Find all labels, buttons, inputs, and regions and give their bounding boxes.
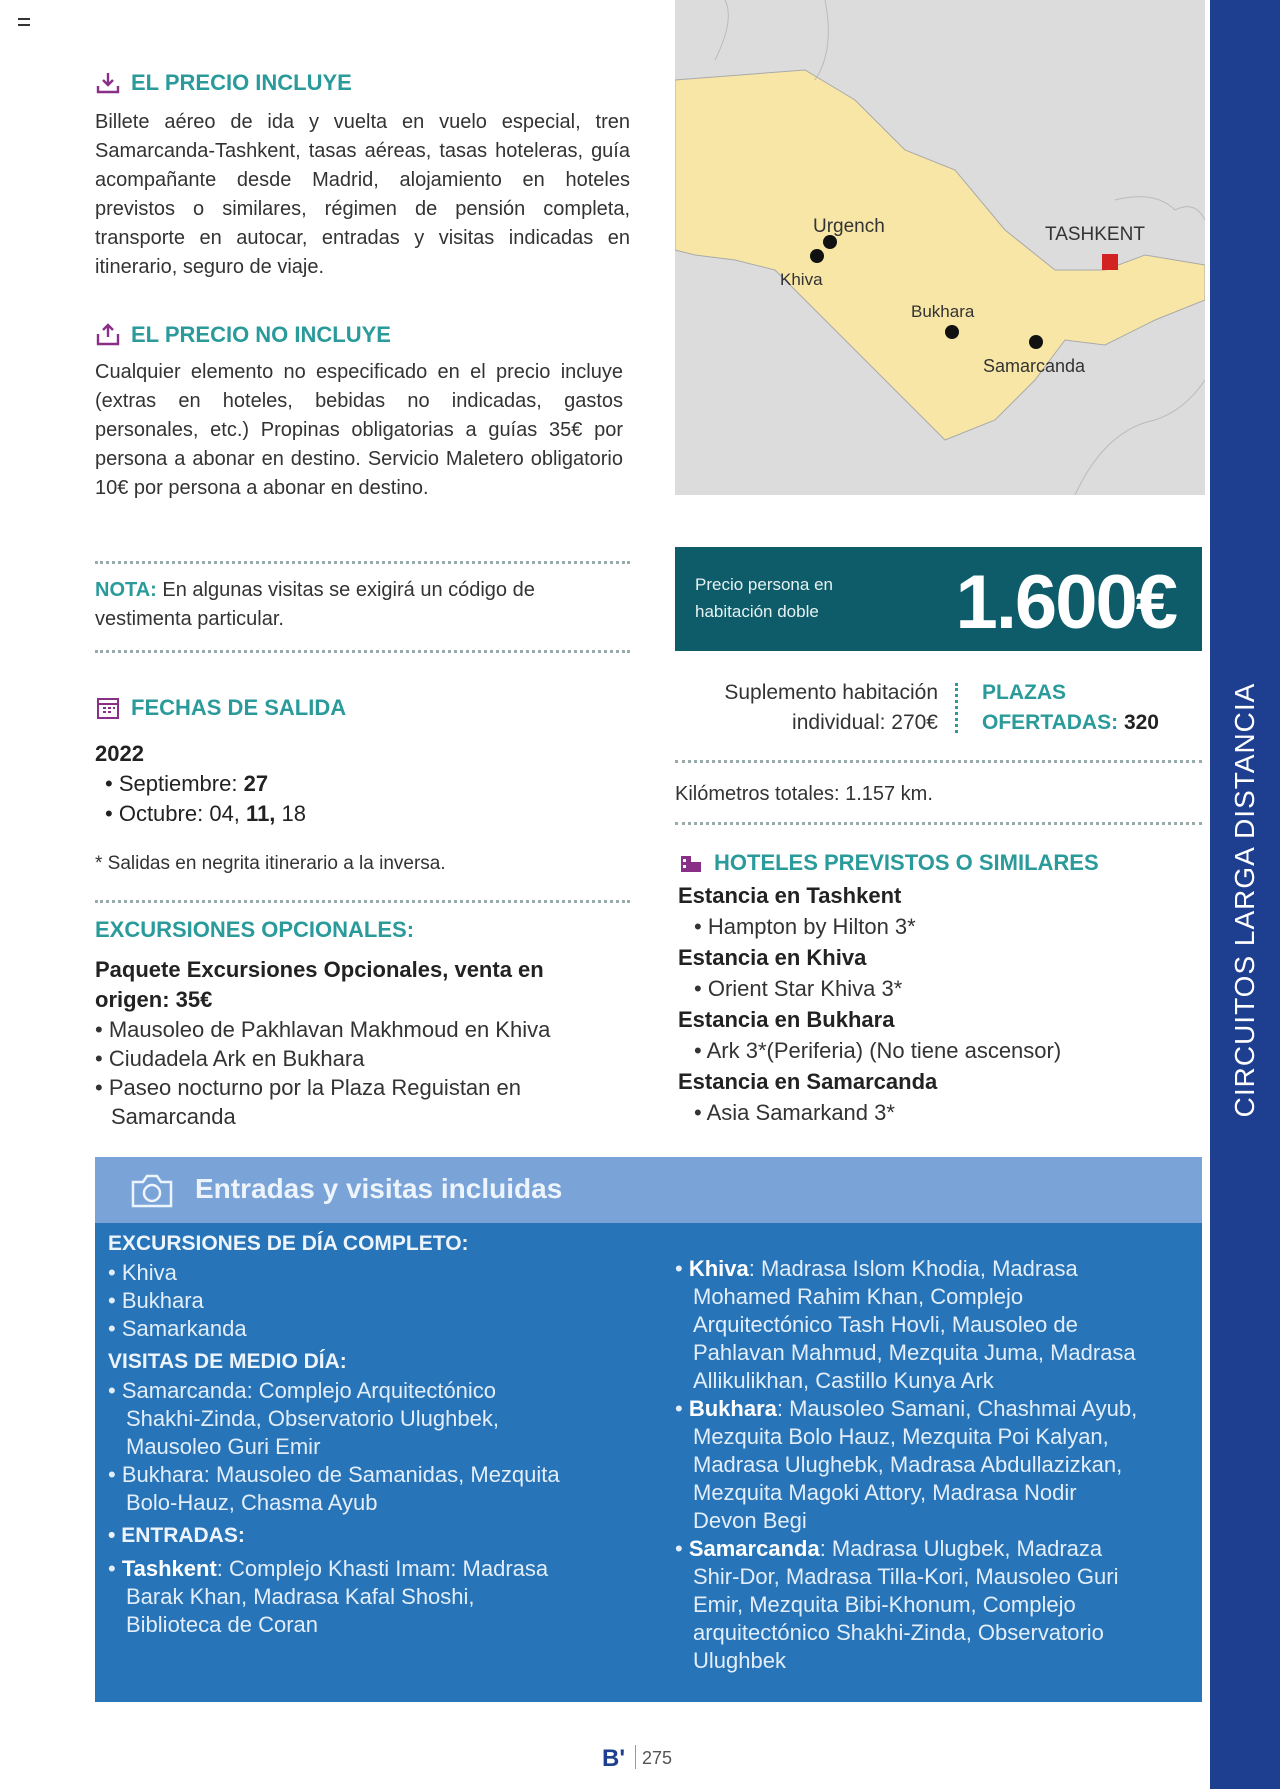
map-label-samarcanda: Samarcanda xyxy=(983,356,1086,376)
list-item: • Bukhara: Mausoleo de Samanidas, Mezquita Bolo-Hauz, Chasma Ayub xyxy=(108,1462,560,1515)
camera-icon xyxy=(129,1170,175,1210)
divider xyxy=(95,561,630,564)
stay-khiva: Estancia en Khiva xyxy=(678,945,867,970)
nota-label: NOTA: xyxy=(95,579,157,601)
map-label-tashkent: TASHKENT xyxy=(1045,224,1145,245)
stay-samarcanda: Estancia en Samarcanda xyxy=(678,1069,938,1094)
divider xyxy=(675,760,1202,763)
hotel-samarcanda: • Asia Samarkand 3* xyxy=(694,1100,895,1125)
medio-dia-title: VISITAS DE MEDIO DÍA: xyxy=(108,1350,347,1373)
section-hoteles xyxy=(678,850,1203,1128)
km-total: Kilómetros totales: 1.157 km. xyxy=(675,783,933,805)
list-item: • Samarcanda: Madrasa Ulugbek, Madraza Shir-Dor, Madrasa Tilla-Kori, Mausoleo Guri Emir, Mezquita Bibi-Khonum, Complejo arquitectónico Shakhi-Zinda, Observatorio Ulughbek xyxy=(675,1536,1119,1673)
fechas-note: * Salidas en negrita itinerario a la inversa. xyxy=(95,853,446,874)
dia-completo-title: EXCURSIONES DE DÍA COMPLETO: xyxy=(108,1232,469,1255)
oct-day: 04, xyxy=(209,801,240,826)
hotel-bukhara: • Ark 3*(Periferia) (No tiene ascensor) xyxy=(694,1038,1062,1063)
sidebar-title: CIRCUITOS LARGA DISTANCIA xyxy=(1229,682,1260,1118)
price-label: Precio persona en habitación doble xyxy=(695,575,833,621)
opcionales-list xyxy=(95,1015,635,1131)
divider xyxy=(95,650,630,653)
sept-days: 27 xyxy=(243,771,269,796)
list-item: • Samarkanda xyxy=(108,1316,247,1341)
list-item-text: : Madrasa Ulugbek, Madraza Shir-Dor, Madrasa Tilla-Kori, Mausoleo Guri Emir, Mezquita Bibi-Khonum, Complejo arquitectónico Shakhi-Zinda, Observatorio Ulughbek xyxy=(693,1536,1119,1673)
uzbekistan-map xyxy=(675,0,1205,495)
hoteles-title: HOTELES PREVISTOS O SIMILARES xyxy=(714,850,1099,875)
city-label: Khiva xyxy=(688,1256,749,1281)
city-label: Samarcanda xyxy=(688,1536,820,1561)
divider xyxy=(95,900,630,903)
stay-tashkent: Estancia en Tashkent xyxy=(678,883,902,908)
suplemento-line1: Suplemento habitación xyxy=(724,681,938,704)
precio-no-incluye-header xyxy=(95,322,623,348)
fechas-oct: • Octubre: 04, 11, 18 xyxy=(105,801,307,826)
stay-bukhara: Estancia en Bukhara xyxy=(678,1007,895,1032)
list-item-text: Samarcanda: Complejo Arquitectónico Shakhi-Zinda, Observatorio Ulughbek, Mausoleo Guri Emir xyxy=(121,1378,499,1459)
brand-logo: B' xyxy=(602,1745,626,1772)
hotel-name: Ark 3*(Periferia) (No tiene ascensor) xyxy=(706,1038,1062,1063)
menu-icon[interactable] xyxy=(18,18,30,26)
oct-label: Octubre: xyxy=(118,801,204,826)
footer-divider xyxy=(635,1745,636,1769)
plazas-value: 320 xyxy=(1123,711,1159,734)
precio-no-incluye-text: Cualquier elemento no especificado en el precio incluye (extras en hoteles, bebidas no indicadas, gastos personales, etc.) Propinas obligatorias a guías 35€ por persona a abonar en destino. Servicio Maletero obligatorio 10€ por persona a abonar en destino. xyxy=(95,361,623,499)
map-label-khiva: Khiva xyxy=(780,270,823,289)
list-item-text: Samarkanda xyxy=(121,1316,247,1341)
list-item-text: Khiva xyxy=(121,1260,177,1285)
entradas-title: Entradas y visitas incluidas xyxy=(195,1173,563,1204)
list-item-text: Bukhara xyxy=(121,1288,204,1313)
fechas-title: FECHAS DE SALIDA xyxy=(131,695,347,720)
map-graphic xyxy=(675,0,1205,495)
hotel-khiva: • Orient Star Khiva 3* xyxy=(694,976,903,1001)
list-item-text: : Madrasa Islom Khodia, Madrasa Mohamed Rahim Khan, Complejo Arquitectónico Tash Hovli, Mausoleo de Pahlavan Mahmud, Mezquita Juma, Madrasa Allikulikhan, Castillo Kunya Ark xyxy=(693,1256,1136,1393)
plazas-label2: OFERTADAS: xyxy=(982,711,1119,734)
suplemento-line2: individual: 270€ xyxy=(792,711,938,734)
nota xyxy=(95,576,625,634)
sidebar-band xyxy=(1210,0,1280,1789)
fechas-header xyxy=(95,695,630,721)
entradas-sub-title: • ENTRADAS: xyxy=(108,1524,245,1547)
list-item: • Paseo nocturno por la Plaza Reguistan en Samarcanda xyxy=(95,1073,581,1131)
section-opcionales xyxy=(95,917,635,1131)
hotel-name: Orient Star Khiva 3* xyxy=(707,976,903,1001)
section-fechas xyxy=(95,695,630,877)
price-box xyxy=(675,547,1202,651)
page-number: 275 xyxy=(642,1748,673,1768)
list-item: • Khiva xyxy=(108,1260,177,1285)
vertical-divider xyxy=(955,683,958,733)
plazas xyxy=(982,678,1159,738)
precio-incluye-title: EL PRECIO INCLUYE xyxy=(131,70,352,95)
nota-text: En algunas visitas se exigirá un código de vestimenta particular. xyxy=(95,579,535,630)
opcionales-title: EXCURSIONES OPCIONALES: xyxy=(95,917,415,942)
map-label-bukhara: Bukhara xyxy=(911,302,975,321)
opcionales-package: Paquete Excursiones Opcionales, venta en origen: 35€ xyxy=(95,957,544,1012)
hotel-bed-icon xyxy=(678,850,704,876)
list-item-text: : Mausoleo Samani, Chashmai Ayub, Mezquita Bolo Hauz, Mezquita Poi Kalyan, Madrasa Ulughebk, Madrasa Abdullazizkan, Mezquita Magoki Attory, Madrasa Nodir Devon Begi xyxy=(693,1396,1138,1533)
list-item-text: Bukhara: Mausoleo de Samanidas, Mezquita Bolo-Hauz, Chasma Ayub xyxy=(121,1462,560,1515)
fechas-sept: • Septiembre: 27 xyxy=(105,771,269,796)
upload-tray-icon xyxy=(95,322,121,348)
section-precio-incluye xyxy=(95,70,630,282)
oct-day: 18 xyxy=(281,801,307,826)
city-label: Tashkent xyxy=(121,1556,217,1581)
entradas-panel xyxy=(95,1157,1202,1702)
hoteles-header xyxy=(678,850,1203,876)
list-item: • Khiva: Madrasa Islom Khodia, Madrasa Mohamed Rahim Khan, Complejo Arquitectónico Tash Hovli, Mausoleo de Pahlavan Mahmud, Mezquita Juma, Madrasa Allikulikhan, Castillo Kunya Ark xyxy=(675,1256,1136,1393)
plazas-label: PLAZAS xyxy=(982,681,1066,704)
map-label-urgench: Urgench xyxy=(813,216,885,237)
list-item-text: : Complejo Khasti Imam: Madrasa Barak Khan, Madrasa Kafal Shoshi, Biblioteca de Coran xyxy=(126,1556,549,1637)
precio-incluye-header xyxy=(95,70,630,96)
precio-no-incluye-title: EL PRECIO NO INCLUYE xyxy=(131,322,391,347)
entradas-label: ENTRADAS: xyxy=(121,1524,245,1547)
list-item: • Tashkent: Complejo Khasti Imam: Madrasa Barak Khan, Madrasa Kafal Shoshi, Biblioteca de Coran xyxy=(108,1556,549,1637)
sept-label: Septiembre: xyxy=(118,771,238,796)
hotel-name: Hampton by Hilton 3* xyxy=(707,914,916,939)
oct-day-bold: 11, xyxy=(246,801,276,826)
calendar-icon xyxy=(95,695,121,721)
list-item: • Samarcanda: Complejo Arquitectónico Shakhi-Zinda, Observatorio Ulughbek, Mausoleo Guri Emir xyxy=(108,1378,499,1459)
price-value: 1.600€ xyxy=(955,560,1176,645)
download-tray-icon xyxy=(95,70,121,96)
city-label: Bukhara xyxy=(688,1396,777,1421)
hotel-tashkent: • Hampton by Hilton 3* xyxy=(694,914,916,939)
list-item: • Mausoleo de Pakhlavan Makhmoud en Khiva xyxy=(95,1015,635,1044)
list-item: • Ciudadela Ark en Bukhara xyxy=(95,1044,635,1073)
fechas-year: 2022 xyxy=(95,741,144,766)
hotel-name: Asia Samarkand 3* xyxy=(706,1100,895,1125)
entradas-header xyxy=(95,1157,1202,1223)
list-item: • Bukhara xyxy=(108,1288,204,1313)
suplemento xyxy=(680,678,938,738)
section-precio-no-incluye xyxy=(95,322,623,503)
list-item: • Bukhara: Mausoleo Samani, Chashmai Ayub, Mezquita Bolo Hauz, Mezquita Poi Kalyan, Madrasa Ulughebk, Madrasa Abdullazizkan, Mezquita Magoki Attory, Madrasa Nodir Devon Begi xyxy=(675,1396,1138,1533)
precio-incluye-text: Billete aéreo de ida y vuelta en vuelo especial, tren Samarcanda-Tashkent, tasas aéreas, tasas hoteleras, guía acompañante desde Madrid, alojamiento en hoteles previstos o similares, régimen de pensión completa, transporte en autocar, entradas y visitas indicadas en itinerario, seguro de viaje. xyxy=(95,111,630,278)
divider xyxy=(675,822,1202,825)
